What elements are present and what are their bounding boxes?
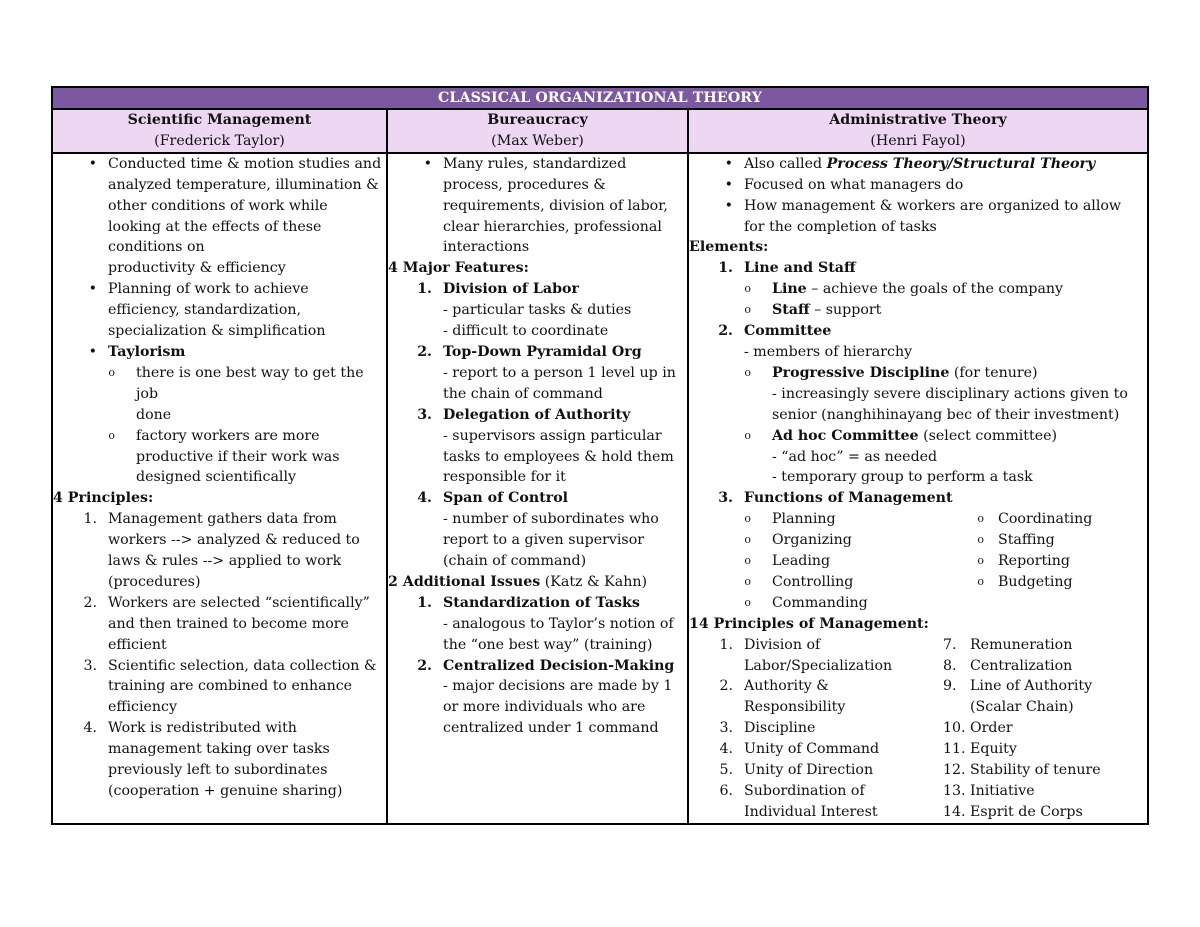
bullet-icon: • xyxy=(724,155,733,172)
principles-right xyxy=(943,635,1147,823)
circle-bullet-icon: o xyxy=(977,512,984,526)
list-item: o Leading xyxy=(689,551,946,572)
list-item: • Planning of work to achieve efficiency, standardization, specialization & simplification xyxy=(53,279,386,342)
list-item: 12. Stability of tenure xyxy=(943,762,1101,779)
list-item: o Staffing xyxy=(946,530,1147,551)
circle-bullet-icon: o xyxy=(977,554,984,568)
functions-left xyxy=(689,509,946,614)
list-item: 1. Division of Labor - particular tasks & duties - difficult to coordinate xyxy=(417,281,632,340)
list-item: 1. Line and Staff xyxy=(718,260,856,277)
list-item: 2. Committee xyxy=(718,323,832,340)
circle-bullet-icon: o xyxy=(744,428,751,442)
list-item: 8. Centralization xyxy=(943,657,1073,674)
list-item: 5. Unity of Direction xyxy=(719,762,874,779)
list-item: 13. Initiative xyxy=(943,783,1035,799)
circle-bullet-icon: o xyxy=(108,365,115,379)
list-item: • Also called Process Theory/Structural Theory xyxy=(689,154,1147,175)
list-item: 9. Line of Authority (Scalar Chain) xyxy=(943,678,1093,716)
list-item: o factory workers are more productive if their work was designed scientifically xyxy=(53,426,386,489)
list-item: 6. Subordination of Individual Interest xyxy=(719,783,878,820)
list-item: o Staff – support xyxy=(689,300,1147,321)
list-item: 4. Unity of Command xyxy=(719,741,880,758)
list-item: 4. Work is redistributed with management taking over tasks previously left to subordinates (cooperation + genuine sharing) xyxy=(83,720,343,799)
circle-bullet-icon: o xyxy=(744,282,751,296)
section-heading: Elements: xyxy=(689,239,769,256)
column-author: (Frederick Taylor) xyxy=(154,132,285,149)
list-item: 2. Centralized Decision-Making - major decisions are made by 1 or more individuals who are centralized under 1 command xyxy=(417,657,675,737)
circle-bullet-icon: o xyxy=(744,574,751,588)
list-item: 14. Esprit de Corps xyxy=(943,803,1083,820)
circle-bullet-icon: o xyxy=(108,428,115,442)
column-author: (Max Weber) xyxy=(491,132,584,149)
list-item: 7. Remuneration xyxy=(943,636,1073,653)
circle-bullet-icon: o xyxy=(744,303,751,317)
bureaucracy-cell xyxy=(387,153,688,824)
list-item: o Line – achieve the goals of the company xyxy=(689,279,1147,300)
bullet-icon: • xyxy=(423,155,432,172)
column-author: (Henri Fayol) xyxy=(870,132,966,149)
circle-bullet-icon: o xyxy=(744,512,751,526)
list-item: o Commanding xyxy=(689,593,946,614)
section-heading: 2 Additional Issues (Katz & Kahn) xyxy=(388,573,648,590)
list-item: o Coordinating xyxy=(946,509,1147,530)
section-heading: 14 Principles of Management: xyxy=(689,615,929,632)
list-item: 3. Functions of Management xyxy=(718,490,953,507)
list-item: • Many rules, standardized process, procedures & requirements, division of labor, clear hierarchies, professional interactions xyxy=(388,154,687,259)
list-item: 3. Scientific selection, data collection & training are combined to enhance efficiency xyxy=(83,657,377,716)
list-item: • How management & workers are organized to allow for the completion of tasks xyxy=(689,196,1147,238)
circle-bullet-icon: o xyxy=(977,533,984,547)
list-item: 3. Discipline xyxy=(719,720,816,737)
circle-bullet-icon: o xyxy=(744,554,751,568)
list-item: o Ad hoc Committee (select committee) - “ad hoc” = as needed - temporary group to perform a task xyxy=(689,426,1147,489)
bullet-icon: • xyxy=(88,155,97,172)
bullet-icon: • xyxy=(724,176,733,193)
column-header-scientific xyxy=(52,109,387,153)
list-item: 1. Standardization of Tasks - analogous to Taylor’s notion of the “one best way” (training) xyxy=(417,594,674,653)
list-item: • Focused on what managers do xyxy=(689,175,1147,196)
functions-right xyxy=(946,509,1147,614)
list-item: 1. Management gathers data from workers --> analyzed & reduced to laws & rules --> applied to work (procedures) xyxy=(83,511,360,590)
column-name: Bureaucracy xyxy=(487,112,588,128)
column-name: Scientific Management xyxy=(127,112,312,128)
section-heading: 4 Principles: xyxy=(53,490,154,507)
circle-bullet-icon: o xyxy=(977,574,984,588)
principles-list xyxy=(689,635,1147,823)
list-item: 10. Order xyxy=(943,720,1013,737)
list-item: 1. Division of Labor/Specialization xyxy=(719,636,893,674)
list-item: o Reporting xyxy=(946,551,1147,572)
list-item: 4. Span of Control - number of subordinates who report to a given supervisor (chain of command) xyxy=(417,490,659,570)
list-item: • Conducted time & motion studies and analyzed temperature, illumination & other conditions of work while looking at the effects of these conditions on productivity & efficiency xyxy=(53,154,386,279)
list-item: o Planning xyxy=(689,509,946,530)
list-item: 2. Top-Down Pyramidal Org - report to a person 1 level up in the chain of command xyxy=(417,343,676,402)
list-item: o Controlling xyxy=(689,572,946,593)
list-item: 11. Equity xyxy=(943,741,1017,758)
circle-bullet-icon: o xyxy=(744,533,751,547)
list-item: o there is one best way to get the job done xyxy=(53,363,386,426)
list-item: 2. Workers are selected “scientifically” and then trained to become more efficient xyxy=(83,594,370,653)
scientific-cell xyxy=(52,153,387,824)
circle-bullet-icon: o xyxy=(744,595,751,609)
list-item: o Organizing xyxy=(689,530,946,551)
circle-bullet-icon: o xyxy=(744,365,751,379)
bullet-icon: • xyxy=(724,197,733,214)
column-name: Administrative Theory xyxy=(829,112,1007,128)
list-item: 3. Delegation of Authority - supervisors assign particular tasks to employees & hold them responsible for it xyxy=(417,406,674,486)
list-item: • Taylorism xyxy=(53,342,386,363)
theory-table xyxy=(51,86,1149,825)
list-item: o Progressive Discipline (for tenure) - increasingly severe disciplinary actions given to senior (nanghihinayang bec of their investment) xyxy=(689,363,1147,426)
list-item: 2. Authority & Responsibility xyxy=(719,678,846,716)
section-heading: 4 Major Features: xyxy=(388,260,529,277)
column-header-bureaucracy xyxy=(387,109,688,153)
column-header-administrative xyxy=(688,109,1148,153)
list-item: o Budgeting xyxy=(946,572,1147,593)
principles-left xyxy=(689,635,943,823)
bullet-icon: • xyxy=(88,281,97,298)
table-title: CLASSICAL ORGANIZATIONAL THEORY xyxy=(52,87,1148,109)
administrative-cell xyxy=(688,153,1148,824)
bullet-icon: • xyxy=(88,343,97,360)
item-description: - members of hierarchy xyxy=(744,343,913,360)
functions-list xyxy=(689,509,1147,614)
